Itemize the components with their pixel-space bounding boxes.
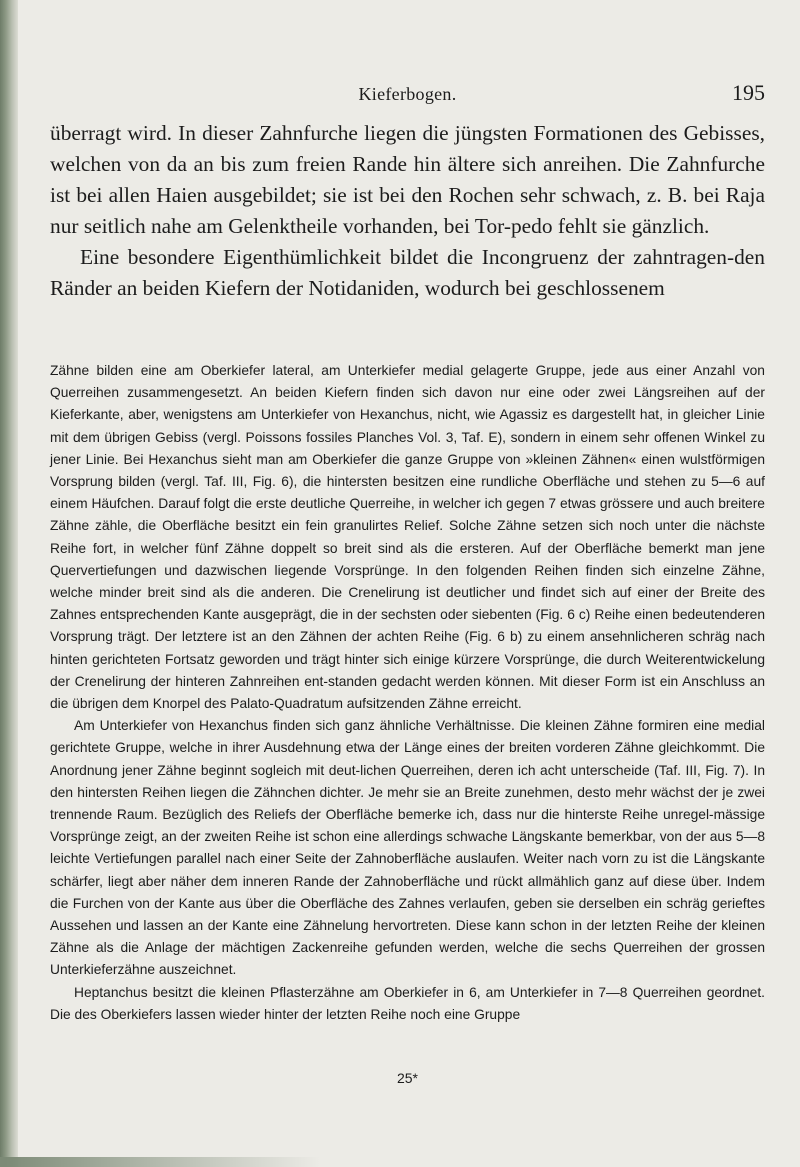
main-paragraph-1: überragt wird. In dieser Zahnfurche liegen die jüngsten Formationen des Gebisses, welchen von da an bis zum freien Rande hin ältere sich anreihen. Die Zahnfurche ist bei allen Haien ausgebildet; sie ist bei den Rochen sehr schwach, z. B. bei Raja nur seitlich nahe am Gelenktheile vorhanden, bei Tor-pedo fehlt sie gänzlich. [50,121,765,238]
small-paragraph-2: Am Unterkiefer von Hexanchus finden sich ganz ähnliche Verhältnisse. Die kleinen Zähne formiren eine medial gerichtete Gruppe, welche in ihrer Ausdehnung etwa der Länge eines der breiten vorderen Zähne gleichkommt. Die Anordnung jener Zähne beginnt sogleich mit deut-lichen Querreihen, deren ich acht unterscheide (Taf. III, Fig. 7). In den hintersten Reihen liegen die Zähnchen dichter. Je mehr sie an Breite zunehmen, desto mehr wächst der je zwei trennende Raum. Bezüglich des Reliefs der Oberfläche bemerke ich, dass nur die hinterste Reihe unregel-mässige Vorsprünge zeigt, an der zweiten Reihe ist schon eine allerdings schwache Längskante bemerkbar, von der aus 5—8 leichte Vertiefungen parallel nach einer Seite der Zahnoberfläche auslaufen. Weiter nach vorn zu ist die Längskante schärfer, liegt aber näher dem inneren Rande der Zahnoberfläche und rückt allmählich ganz auf diese über. Indem die Furchen von der Kante aus über die Oberfläche des Zahnes verlaufen, geben sie derselben ein schräg gerieftes Aussehen und lassen an der Kante eine Zähnelung hervortreten. Diese kann schon in der letzten Reihe der kleinen Zähne als die Anlage der mächtigen Zackenreihe gefunden werden, welche die sechs Querreihen der grossen Unterkieferzähne auszeichnet. [50,718,765,978]
small-paragraph-3: Heptanchus besitzt die kleinen Pflasterzähne am Oberkiefer in 6, am Unterkiefer in 7—8 Querreihen geordnet. Die des Oberkiefers lassen wieder hinter der letzten Reihe noch eine Gruppe [50,984,765,1022]
small-print-block [50,360,765,1026]
running-title: Kieferbogen. [358,84,457,104]
running-head [50,80,765,110]
printer-signature: 25* [396,1070,419,1086]
main-text-block [50,118,765,304]
main-paragraph-2: Eine besondere Eigenthümlichkeit bildet die Incongruenz der zahntragen-den Ränder an beiden Kiefern der Notidaniden, wodurch bei geschlossenem [50,245,765,300]
small-paragraph-1: Zähne bilden eine am Oberkiefer lateral, am Unterkiefer medial gelagerte Gruppe, jede aus einer Anzahl von Querreihen zusammengesetzt. An beiden Kiefern finden sich davon nur eine oder zwei Längsreihen auf der Kieferkante, aber, wenigstens am Unterkiefer von Hexanchus, nicht, wie Agassiz es dargestellt hat, in gleicher Linie mit dem übrigen Gebiss (vergl. Poissons fossiles Planches Vol. 3, Taf. E), sondern in einem sehr offenen Winkel zu jener Linie. Bei Hexanchus sieht man am Oberkiefer die ganze Gruppe von »kleinen Zähnen« einen wulstförmigen Vorsprung bilden (vergl. Taf. III, Fig. 6), die hintersten besitzen eine rundliche Oberfläche und stehen zu 5—6 auf einem Häufchen. Darauf folgt die erste deutliche Querreihe, in welcher ich gegen 7 etwas grössere und auch breitere Zähne zähle, die Oberfläche besitzt ein fein granulirtes Relief. Solche Zähne setzen sich noch unter die nächste Reihe fort, in welcher fünf Zähne doppelt so breit sind als die ersteren. Auf der Oberfläche bemerkt man jene Quervertiefungen und dazwischen liegende Vorsprünge. In den folgenden Reihen finden sich einzelne Zähne, welche minder breit sind als die anderen. Die Crenelirung ist deutlicher und findet sich auf einer der Breite des Zahnes entsprechenden Kante ausgeprägt, die in der sechsten oder siebenten (Fig. 6 c) Reihe einen bedeutenderen Vorsprung trägt. Der letztere ist an den Zähnen der achten Reihe (Fig. 6 b) zu einem ansehnlicheren schräg nach hinten gerichteten Fortsatz geworden und trägt hinter sich einige kürzere Vorsprünge, die durch Weiterentwickelung der Crenelirung der hinteren Zahnreihen ent-standen gedacht werden können. Mit dieser Form ist ein Anschluss an die übrigen dem Knorpel des Palato-Quadratum aufsitzenden Zähne erreicht. [50,363,765,712]
page-bottom-shadow [0,1157,320,1167]
page-number: 195 [732,80,765,105]
book-spine-edge [0,0,18,1167]
